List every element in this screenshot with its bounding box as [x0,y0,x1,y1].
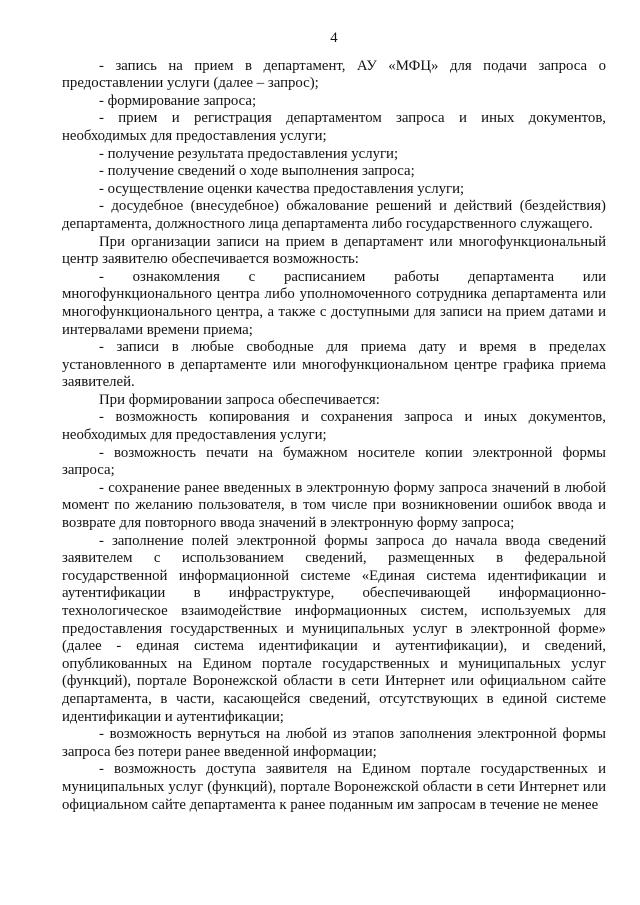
paragraph: При формировании запроса обеспечивается: [99,391,380,408]
paragraph: - прием и регистрация департаментом запроса и иных документов, необходимых для предоставления услуги; [62,110,606,144]
paragraph: - получение сведений о ходе выполнения запроса; [99,163,415,180]
paragraph: - возможность доступа заявителя на Едином портале государственных и муниципальных услуг (функций), портале Воронежской области в сети Интернет или официальном сайте департамента к ранее поданным им запросам в течение не менее [62,761,606,813]
paragraph: При организации записи на прием в департамент или многофункциональный центр заявителю обеспечивается возможность: [62,233,606,268]
paragraph: - досудебное (внесудебное) обжалование решений и действий (бездействия) департамента, должностного лица департамента либо государственного служащего. [62,198,606,232]
paragraph: - запись на прием в департамент, АУ «МФЦ» для подачи запроса о предоставлении услуги (далее – запрос); [62,57,606,92]
paragraph: - возможность печати на бумажном носителе копии электронной формы запроса; [62,444,606,479]
paragraph: - заполнение полей электронной формы запроса до начала ввода сведений заявителем с использованием сведений, размещенных в федеральной государственной информационной системе «Единая система идентификации и аутентификации в инфраструктуре, обеспечивающей информационно-технологическое взаимодействие информационных систем, используемых для предоставления государственных и муниципальных услуг в электронной форме» (далее - единая система идентификации и аутентификации), и сведений, опубликованных на Едином портале государственных и муниципальных услуг (функций), портале Воронежской области в сети Интернет или официальном сайте департамента, в части, касающейся сведений, отсутствующих в единой системе идентификации и аутентификации; [62,532,606,725]
paragraph: - возможность вернуться на любой из этапов заполнения электронной формы запроса без потери ранее введенной информации; [62,726,606,760]
paragraph: - сохранение ранее введенных в электронную форму запроса значений в любой момент по желанию пользователя, в том числе при возникновении ошибок ввода и возврате для повторного ввода значений в электронную форму запроса; [62,479,606,532]
paragraph: - записи в любые свободные для приема дату и время в пределах установленного в департаменте или многофункциональном центре графика приема заявителей. [62,339,606,391]
paragraph: - получение результата предоставления услуги; [99,145,399,162]
paragraph: - осуществление оценки качества предоставления услуги; [99,180,465,197]
paragraph: - формирование запроса; [99,92,257,109]
page-number: 4 [330,30,338,46]
document-page [62,30,606,814]
paragraph: - ознакомления с расписанием работы департамента или многофункционального центра либо уполномоченного сотрудника департамента или многофункционального центра, а также с доступными для записи на прием датами и интервалами времени приема; [62,268,606,338]
paragraph: - возможность копирования и сохранения запроса и иных документов, необходимых для предоставления услуги; [62,409,606,444]
